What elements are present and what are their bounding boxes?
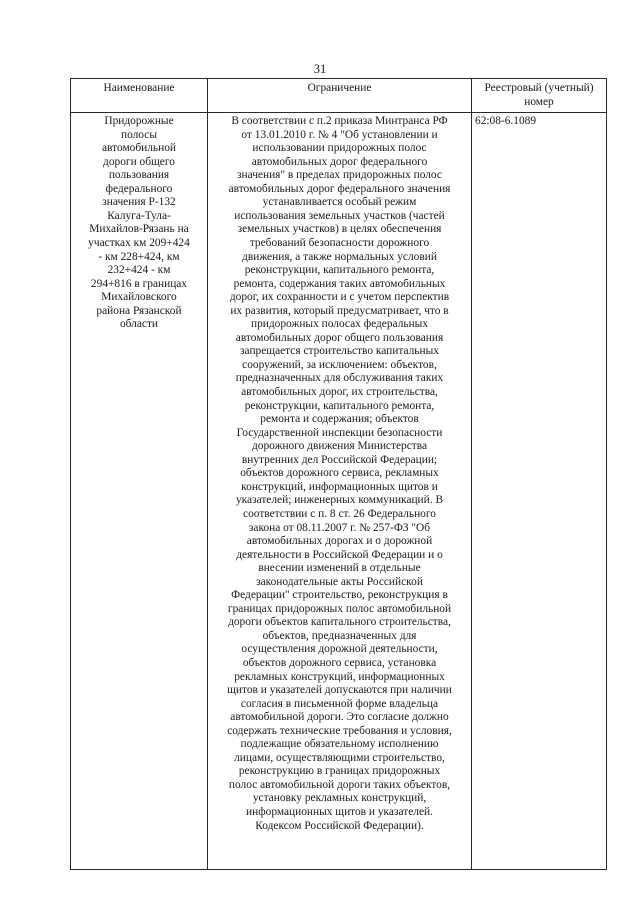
restriction-text-line: содержать технические требования и условия,	[227, 724, 452, 737]
restriction-text-line: границах придорожных полос автомобильной	[227, 602, 452, 615]
restriction-text-line: подлежащие обязательному исполнению	[240, 738, 439, 751]
header-restriction: Ограничение	[208, 79, 472, 113]
restriction-text-line: информационных щитов и указателей.	[246, 805, 433, 818]
restriction-text-line: реконструкции, капитального ремонта,	[244, 264, 435, 277]
restriction-text-line: конструкций, информационных щитов и	[241, 480, 438, 493]
zone-name-line: Михайлов-Рязань на	[89, 223, 189, 236]
table-header-row	[71, 79, 607, 113]
restriction-text-line: устанавливается особый режим	[262, 196, 417, 209]
restriction-text-line: автомобильных дорог федерального значения	[228, 182, 451, 195]
zone-name-line: 232+424 - км	[107, 264, 171, 277]
restriction-text-line: закона от 08.11.2007 г. № 257-ФЗ "Об	[248, 521, 431, 534]
zone-name-line: полосы	[120, 128, 157, 141]
restriction-text-line: ремонта и содержания; объектов	[260, 413, 419, 426]
zone-name-line: Калуга-Тула-	[107, 209, 171, 222]
restriction-text-cell	[208, 113, 472, 870]
restriction-text-line: объектов дорожного сервиса, установка	[242, 656, 437, 669]
restriction-text-line: внутренних дел Российской Федерации;	[241, 453, 438, 466]
restriction-text-line: от 13.01.2010 г. № 4 "Об установлении и	[241, 128, 438, 141]
restriction-text-line: их развития, который предусматривает, что в	[230, 304, 449, 317]
restriction-text-line: внесении изменений в отдельные	[258, 562, 421, 575]
restriction-text-line: Государственной инспекции безопасности	[236, 426, 443, 439]
restriction-text-line: рекламных конструкций, информационных	[234, 670, 445, 683]
restriction-text-line: реконструкцию в границах придорожных	[238, 765, 441, 778]
zone-name-line: автомобильной	[101, 142, 177, 155]
restriction-text-line: реконструкции, капитального ремонта,	[244, 399, 435, 412]
restriction-text-line: требований безопасности дорожного	[249, 237, 430, 250]
restriction-text-line: движения, а также нормальных условий	[242, 250, 437, 263]
zone-name-line: - км 228+424, км	[98, 250, 180, 263]
header-name: Наименование	[71, 79, 208, 113]
restriction-text-line: деятельности в Российской Федерации и о	[236, 548, 443, 561]
restriction-text-line: предназначенных для обслуживания таких	[235, 372, 444, 385]
restriction-text-line: Кодексом Российской Федерации).	[255, 819, 424, 832]
zone-name-line: участках км 209+424	[88, 237, 190, 250]
restriction-text-line: ремонта, содержания таких автомобильных	[233, 277, 446, 290]
restriction-text-line: законодательные акты Российской	[256, 575, 423, 588]
zone-name-cell	[71, 113, 208, 870]
registry-number-cell: 62:08-6.1089	[472, 113, 607, 870]
restriction-text-line: дороги объектов капитального строительства,	[228, 616, 451, 629]
zone-name-line: федерального	[105, 182, 173, 195]
restriction-text-line: автомобильных дорогах и о дорожной	[246, 535, 433, 548]
zone-name-line: дороги общего	[103, 155, 175, 168]
restriction-text-line: земельных участков) в целях обеспечения	[237, 223, 442, 236]
restriction-text-line: автомобильных дорог федерального	[251, 155, 428, 168]
restriction-text-line: использования земельных участков (частей	[234, 209, 445, 222]
restriction-text-line: дорожного движения Министерства	[251, 440, 428, 453]
zone-name-line: значения Р-132	[102, 196, 176, 209]
restriction-text-line: указателей; инженерных коммуникаций. В	[235, 494, 444, 507]
header-registry-number: Реестровый (учетный) номер	[472, 79, 607, 113]
restriction-text-line: автомобильных дорог, их строительства,	[241, 386, 438, 399]
restriction-text-line: придорожных полосах федеральных	[250, 318, 429, 331]
zone-name-line: Михайловского	[101, 291, 177, 304]
table-row	[71, 113, 607, 870]
restriction-text-line: соответствии с п. 8 ст. 26 Федерального	[243, 507, 436, 520]
restriction-text-line: лицами, осуществляющими строительство,	[234, 751, 445, 764]
zone-name-line: пользования	[108, 169, 170, 182]
restriction-text-line: дорог, их сохранности и с учетом перспектив	[229, 291, 450, 304]
restriction-text-line: щитов и указателей допускаются при наличии	[227, 684, 452, 697]
restriction-text-line: согласия в письменной форме владельца	[240, 697, 439, 710]
restriction-text-line: автомобильных дорог общего пользования	[235, 331, 444, 344]
page-number: 31	[313, 62, 327, 76]
restriction-text-line: полос автомобильной дороги таких объектов,	[228, 778, 451, 791]
restriction-text-line: сооружений, за исключением: объектов,	[242, 358, 437, 371]
zone-name-line: Придорожные	[104, 115, 174, 128]
zone-name-line: района Рязанской	[96, 304, 182, 317]
restriction-text-line: использовании придорожных полос	[252, 142, 427, 155]
restriction-text-line: объектов, предназначенных для	[262, 629, 417, 642]
zone-name-line: области	[119, 318, 159, 331]
restriction-text-line: запрещается строительство капитальных	[240, 345, 439, 358]
restriction-text-line: установку рекламных конструкций,	[252, 792, 427, 805]
restriction-text-line: автомобильной дороги. Это согласие должно	[230, 711, 449, 724]
restriction-text-line: В соответствии с п.2 приказа Минтранса РФ	[231, 115, 448, 128]
zone-name-line: 294+816 в границах	[90, 277, 188, 290]
restriction-text-line: осуществления дорожной деятельности,	[241, 643, 438, 656]
restriction-text-line: значения" в пределах придорожных полос	[237, 169, 442, 182]
restrictions-table	[70, 78, 607, 870]
restriction-text-line: Федерации" строительство, реконструкция в	[231, 589, 448, 602]
restriction-text-line: объектов дорожного сервиса, рекламных	[240, 467, 439, 480]
